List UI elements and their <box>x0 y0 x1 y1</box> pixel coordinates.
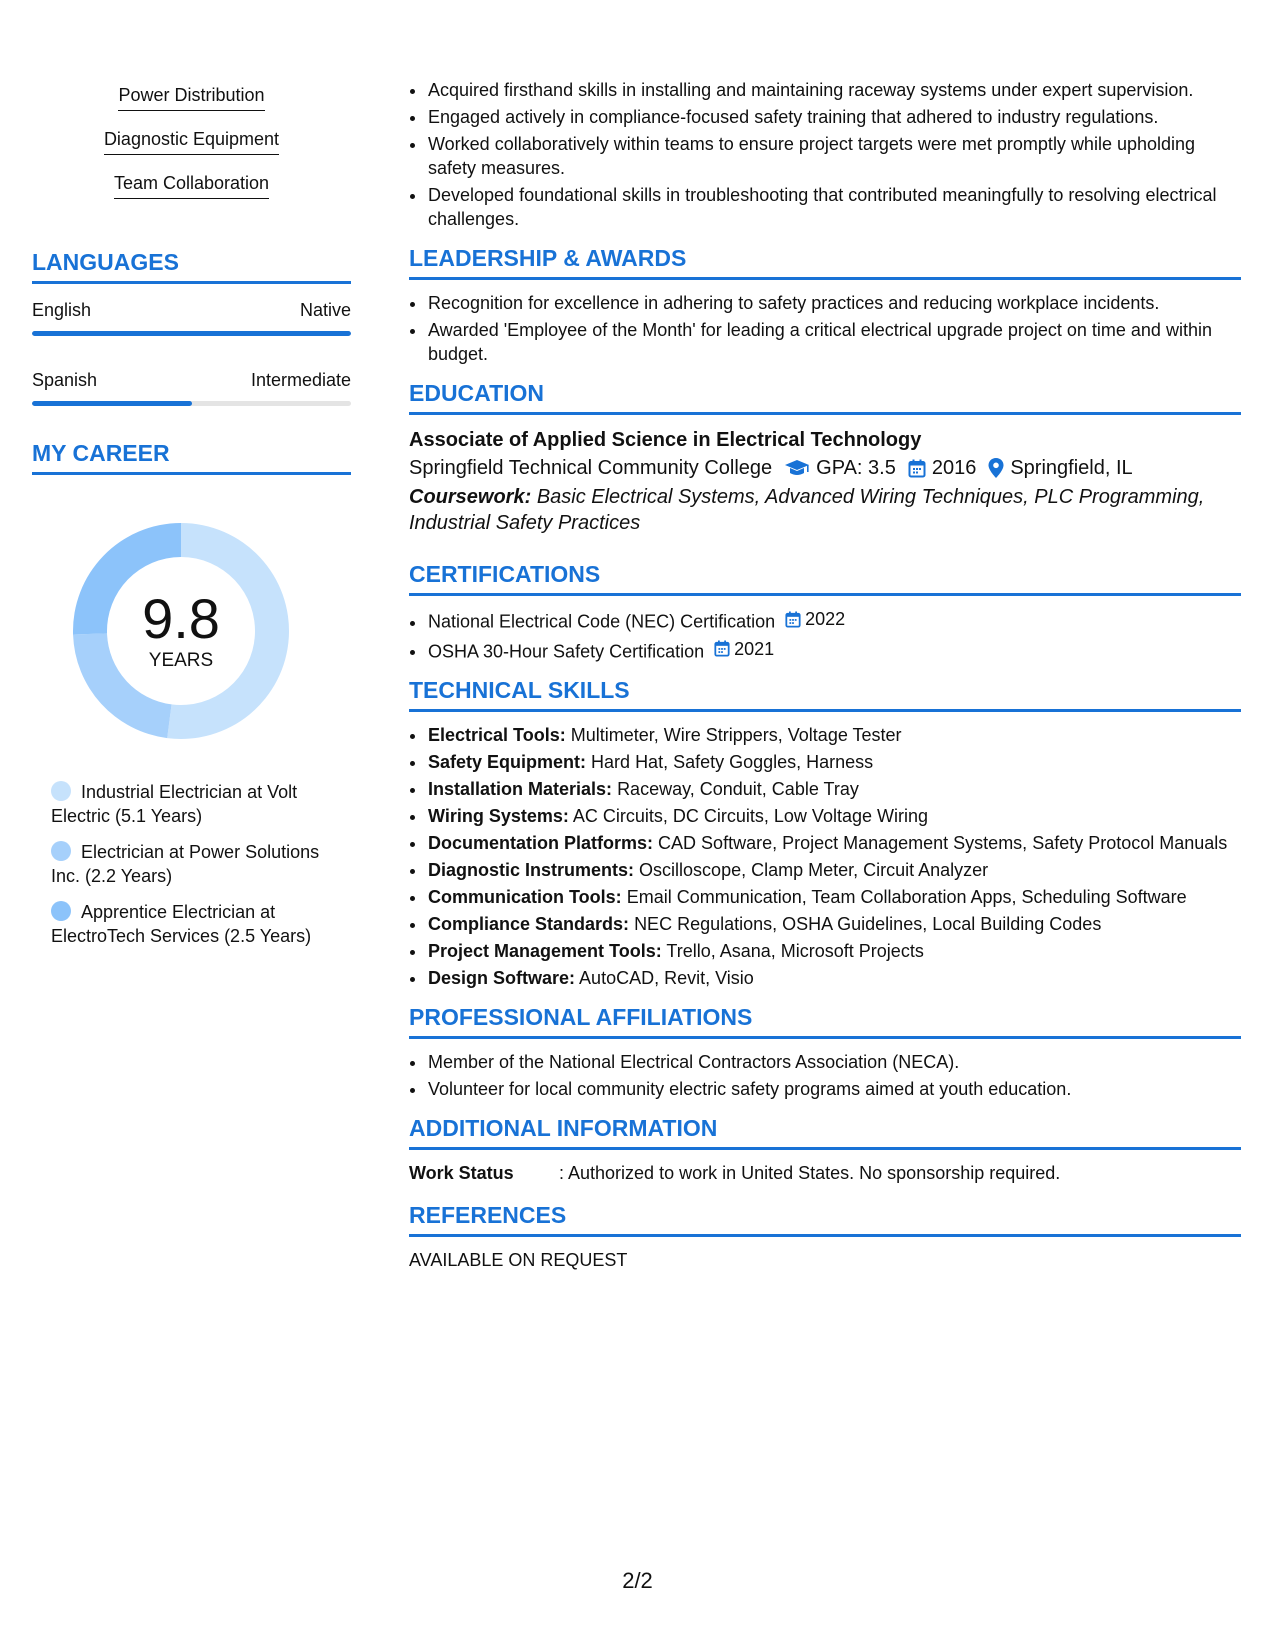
certification-name: OSHA 30-Hour Safety Certification <box>428 641 705 661</box>
education-coursework <box>409 484 1241 536</box>
experience-bullet: • Acquired firsthand skills in installing and maintaining raceway systems under expert supervision. <box>427 78 1241 102</box>
education-location: Springfield, IL <box>1010 457 1133 479</box>
technical-skill-label: Documentation Platforms: <box>428 833 654 853</box>
career-legend-item <box>51 900 332 948</box>
work-status-label: Work Status <box>409 1163 514 1183</box>
skill-item: Power Distribution <box>118 84 264 111</box>
language-row <box>32 299 351 321</box>
language-level: Intermediate <box>250 370 351 390</box>
certifications-section <box>409 560 1241 663</box>
work-status-row <box>409 1161 1241 1185</box>
career-legend-label: Electrician at Power Solutions Inc. (2.2 Years) <box>51 842 320 886</box>
skill-list <box>32 84 351 216</box>
technical-skill-item <box>427 723 1241 747</box>
leadership-item: • Recognition for excellence in adhering to safety practices and reducing workplace incidents. <box>427 291 1241 315</box>
coursework-text: Basic Electrical Systems, Advanced Wiring Techniques, PLC Programming, Industrial Safety Practices <box>409 486 1205 534</box>
technical-skill-label: Communication Tools: <box>428 887 622 907</box>
career-legend-item <box>51 780 332 828</box>
technical-skill-label: Safety Equipment: <box>428 752 587 772</box>
technical-skill-value: AC Circuits, DC Circuits, Low Voltage Wiring <box>572 806 928 826</box>
references-heading: REFERENCES <box>409 1201 1241 1237</box>
technical-skill-item <box>427 858 1241 882</box>
certifications-list <box>409 607 1241 663</box>
languages-list <box>32 299 351 406</box>
calendar-icon <box>714 640 734 657</box>
coursework-label: Coursework: <box>409 486 532 508</box>
language-bar-fill <box>32 331 351 336</box>
affiliation-item: • Member of the National Electrical Contractors Association (NECA). <box>427 1050 1241 1074</box>
references-section <box>409 1201 1241 1272</box>
technical-skill-label: Compliance Standards: <box>428 914 630 934</box>
affiliation-item: • Volunteer for local community electric safety programs aimed at youth education. <box>427 1077 1241 1101</box>
education-details <box>409 454 1241 482</box>
technical-skill-label: Diagnostic Instruments: <box>428 860 635 880</box>
education-year: 2016 <box>931 457 977 479</box>
affiliations-heading: PROFESSIONAL AFFILIATIONS <box>409 1003 1241 1039</box>
additional-info-section <box>409 1114 1241 1185</box>
education-school: Springfield Technical Community College <box>409 457 773 479</box>
technical-skill-value: Raceway, Conduit, Cable Tray <box>617 779 859 799</box>
language-row <box>32 369 351 391</box>
technical-skill-label: Wiring Systems: <box>428 806 569 826</box>
technical-skill-value: Hard Hat, Safety Goggles, Harness <box>591 752 874 772</box>
career-total-value: 9.8 <box>142 587 220 650</box>
technical-skill-value: Trello, Asana, Microsoft Projects <box>666 941 924 961</box>
leadership-item: • Awarded 'Employee of the Month' for leading a critical electrical upgrade project on time and within budget. <box>427 318 1241 366</box>
technical-skill-item <box>427 912 1241 936</box>
certifications-heading: CERTIFICATIONS <box>409 560 1241 596</box>
affiliations-list <box>409 1050 1241 1101</box>
language-level: Native <box>299 300 351 320</box>
career-legend-label: Apprentice Electrician at ElectroTech Services (2.5 Years) <box>51 902 312 946</box>
work-status-value: : Authorized to work in United States. No sponsorship required. <box>559 1163 1061 1183</box>
technical-skill-item <box>427 777 1241 801</box>
experience-bullets <box>409 78 1241 231</box>
career-heading: MY CAREER <box>32 439 351 475</box>
technical-skills-heading: TECHNICAL SKILLS <box>409 676 1241 712</box>
skill-item: Diagnostic Equipment <box>104 128 279 155</box>
technical-skill-label: Installation Materials: <box>428 779 613 799</box>
technical-skills-list <box>409 723 1241 990</box>
career-legend-label: Industrial Electrician at Volt Electric (5.1 Years) <box>51 782 298 826</box>
language-bar <box>32 331 351 336</box>
references-text: AVAILABLE ON REQUEST <box>409 1250 628 1270</box>
technical-skill-item <box>427 804 1241 828</box>
technical-skill-label: Design Software: <box>428 968 576 988</box>
experience-bullet: • Developed foundational skills in troubleshooting that contributed meaningfully to resolving electrical challenges. <box>427 183 1241 231</box>
experience-bullet: • Worked collaboratively within teams to ensure project targets were met promptly while upholding safety measures. <box>427 132 1241 180</box>
career-legend-item <box>51 840 332 888</box>
certification-name: National Electrical Code (NEC) Certification <box>428 611 776 632</box>
certification-year: 2021 <box>734 638 775 659</box>
education-gpa: GPA: 3.5 <box>816 457 896 479</box>
additional-info-heading: ADDITIONAL INFORMATION <box>409 1114 1241 1150</box>
technical-skill-value: Oscilloscope, Clamp Meter, Circuit Analyzer <box>639 860 989 880</box>
legend-dot <box>51 841 71 861</box>
language-name: English <box>32 300 92 320</box>
location-pin-icon <box>988 458 1004 478</box>
technical-skill-item <box>427 966 1241 990</box>
leadership-list <box>409 291 1241 366</box>
career-donut-chart <box>66 516 296 746</box>
experience-bullet: • Engaged actively in compliance-focused safety training that adhered to industry regulations. <box>427 105 1241 129</box>
technical-skill-value: NEC Regulations, OSHA Guidelines, Local Building Codes <box>634 914 1102 934</box>
education-section <box>409 379 1241 536</box>
education-degree: Associate of Applied Science in Electrical Technology <box>409 429 922 451</box>
main-column <box>409 78 1241 1272</box>
career-legend <box>32 780 332 948</box>
certification-date <box>714 637 774 661</box>
sidebar <box>32 84 351 960</box>
career-section <box>32 439 351 948</box>
certification-item <box>427 607 1241 634</box>
donut-center <box>66 516 296 746</box>
technical-skill-value: Email Communication, Team Collaboration Apps, Scheduling Software <box>626 887 1187 907</box>
technical-skill-item <box>427 831 1241 855</box>
language-bar <box>32 401 351 406</box>
technical-skill-item <box>427 750 1241 774</box>
legend-dot <box>51 901 71 921</box>
technical-skill-item <box>427 885 1241 909</box>
technical-skill-value: AutoCAD, Revit, Visio <box>579 968 754 988</box>
certification-item <box>427 637 1241 664</box>
technical-skill-label: Project Management Tools: <box>428 941 662 961</box>
technical-skill-item <box>427 939 1241 963</box>
technical-skill-value: CAD Software, Project Management Systems, Safety Protocol Manuals <box>658 833 1228 853</box>
technical-skill-value: Multimeter, Wire Strippers, Voltage Tester <box>570 725 902 745</box>
page-number: 2/2 <box>622 1568 653 1593</box>
skill-item: Team Collaboration <box>114 172 269 199</box>
technical-skills-section <box>409 676 1241 990</box>
certification-date <box>785 607 845 631</box>
languages-heading: LANGUAGES <box>32 248 351 284</box>
affiliations-section <box>409 1003 1241 1101</box>
certification-year: 2022 <box>805 609 846 629</box>
language-bar-fill <box>32 401 192 406</box>
calendar-icon <box>785 611 805 628</box>
career-total-unit: YEARS <box>148 650 214 671</box>
technical-skill-label: Electrical Tools: <box>428 725 566 745</box>
graduation-cap-icon <box>784 459 810 477</box>
legend-dot <box>51 781 71 801</box>
leadership-heading: LEADERSHIP & AWARDS <box>409 244 1241 280</box>
calendar-icon <box>908 459 926 478</box>
language-name: Spanish <box>32 370 98 390</box>
education-heading: EDUCATION <box>409 379 1241 415</box>
leadership-section <box>409 244 1241 366</box>
